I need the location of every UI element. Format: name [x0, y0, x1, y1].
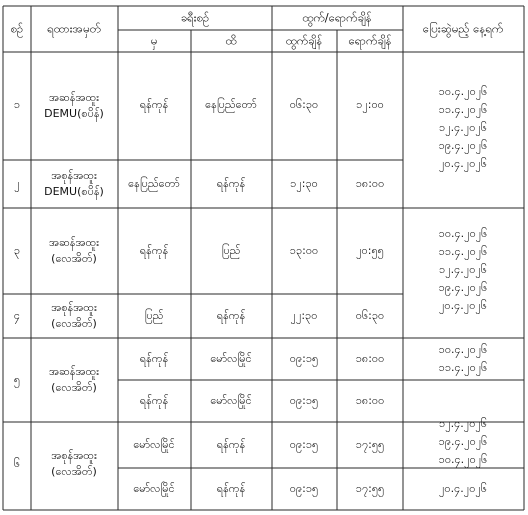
row-from: ရန်ကုန် [139, 244, 169, 257]
date-item: ၁၀.၄.၂၀၂၆ [438, 227, 488, 240]
row-depart: ၁၃:၀၀ [289, 244, 319, 257]
row-no: ၁ [13, 98, 21, 111]
header-dates: ပြေးဆွဲမည့် နေ့ရက် [422, 21, 504, 36]
row-train-type: အဆန်အထူး [49, 236, 99, 249]
row-to: မော်လမြိုင် [210, 352, 252, 365]
row-arrive: ၁၈:၀၀ [355, 352, 385, 365]
row-depart: ၂၂:၃၀ [290, 309, 318, 322]
row-depart: ၀၉:၁၅ [289, 352, 319, 365]
row-arrive: ၁၈:၀၀ [355, 177, 385, 190]
header-train-type: ရထားအမှတ် [47, 21, 101, 36]
row-train-type: အစုန်အထူး [51, 449, 97, 462]
row-arrive: ၁၂:၀၀ [356, 98, 384, 111]
date-item: ၁၂.၄.၂၀၂၆ [439, 263, 487, 276]
row-no: ၆ [13, 457, 21, 470]
table-row [14, 301, 384, 330]
row-from: ပြည် [144, 309, 164, 322]
header-route-from: မှ [150, 33, 158, 48]
row-to: ရန်ကုန် [216, 309, 246, 322]
row-no: ၃ [13, 244, 21, 257]
row-to: ရန်ကုန် [216, 177, 246, 190]
row-from: ရန်ကုန် [139, 352, 169, 365]
date-item: ၁၀.၄.၂၀၂၆ [438, 343, 488, 356]
row-from: မော်လမြိုင် [133, 482, 175, 495]
row-arrive: ၂၀:၅၅ [356, 244, 384, 257]
date-item: ၁၂.၄.၂၀၂၆ [439, 417, 487, 430]
date-item: ၁၉.၄.၂၀၂၆ [438, 139, 488, 152]
row-no: ၂ [14, 177, 20, 190]
table-row [14, 169, 384, 200]
row-to: ရန်ကုန် [216, 482, 246, 495]
date-group [439, 227, 488, 314]
row-train-type-sub: (လေအိတ်) [51, 252, 97, 265]
row-from: ရန်ကုန် [139, 98, 169, 111]
row-depart: ၀၉:၁၅ [289, 482, 319, 495]
row-arrive: ၁၈:၀၀ [355, 394, 385, 407]
date-item: ၁၉.၄.၂၀၂၆ [438, 281, 488, 294]
header-route: ခရီးစဉ် [180, 10, 210, 25]
table-row [14, 91, 384, 122]
row-from: ရန်ကုန် [139, 394, 169, 407]
row-arrive: ၀၆:၃၀ [355, 309, 385, 322]
row-train-type-sub: DEMU(စပိန်) [44, 185, 104, 198]
header-depart: ထွက်ချိန် [285, 33, 323, 48]
date-item: ၁၁.၄.၂၀၂၆ [438, 361, 488, 374]
row-train-type: အဆန်အထူး [49, 91, 99, 104]
row-arrive: ၁၇:၅၅ [355, 482, 385, 495]
row-arrive: ၁၇:၅၅ [355, 438, 385, 451]
date-group [439, 343, 488, 376]
row-no: ၅ [13, 373, 21, 386]
table-row [140, 393, 385, 409]
date-item: ၁၁.၄.၂၀၂၆ [438, 245, 488, 258]
date-item: ၂၀.၄.၂၀၂၆ [439, 157, 487, 170]
date-item: ၁၁.၄.၂၀၂၆ [438, 103, 488, 116]
table-row [133, 481, 384, 497]
date-item: ၁၀.၄.၂၀၂၆ [438, 453, 488, 466]
row-to: မော်လမြိုင် [210, 394, 252, 407]
date-group [439, 482, 487, 497]
header-arrive: ရောက်ချိန် [348, 33, 392, 48]
row-train-type-sub: DEMU(စပိန်) [44, 107, 104, 120]
row-train-type: အစုန်အထူး [51, 301, 97, 314]
date-group [439, 417, 488, 468]
row-depart: ၀၉:၁၅ [289, 438, 319, 451]
row-from: နေပြည်တော် [128, 177, 180, 190]
row-to: ရန်ကုန် [216, 438, 246, 451]
row-depart: ၀၉:၁၅ [289, 394, 319, 407]
row-from: မော်လမြိုင် [133, 438, 175, 451]
header-no: စဉ် [10, 21, 24, 36]
date-item: ၂၀.၄.၂၀၂၆ [439, 482, 487, 495]
row-train-type: အစုန်အထူး [51, 169, 97, 182]
date-group [439, 85, 488, 172]
header-time: ထွက်/ရောက်ချိန် [302, 10, 372, 25]
header-route-to: ထိ [225, 33, 237, 48]
table-row [14, 437, 384, 478]
table-row [14, 351, 384, 394]
row-train-type-sub: (လေအိတ်) [51, 381, 97, 394]
date-item: ၂၀.၄.၂၀၂၆ [439, 299, 487, 312]
date-item: ၁၀.၄.၂၀၂၆ [438, 85, 488, 98]
row-train-type-sub: (လေအိတ်) [51, 465, 97, 478]
table-row [14, 236, 384, 265]
row-train-type-sub: (လေအိတ်) [51, 317, 97, 330]
row-depart: ၁၂:၃၀ [290, 177, 318, 190]
row-to: နေပြည်တော် [205, 98, 257, 111]
row-train-type: အဆန်အထူး [49, 365, 99, 378]
row-depart: ၀၆:၃၀ [289, 98, 319, 111]
date-item: ၁၉.၄.၂၀၂၆ [438, 435, 488, 448]
row-no: ၄ [13, 309, 21, 322]
row-to: ပြည် [221, 244, 241, 257]
date-item: ၁၂.၄.၂၀၂၆ [439, 121, 487, 134]
